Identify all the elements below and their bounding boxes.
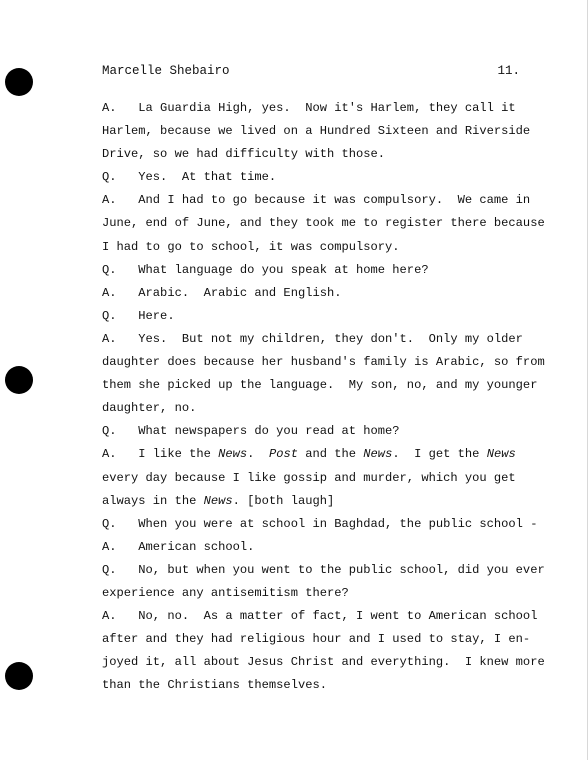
line-text: than the Christians themselves. bbox=[102, 678, 327, 693]
line-text: A. La Guardia High, yes. Now it's Harlem, they call it bbox=[102, 101, 516, 115]
binder-hole bbox=[5, 68, 33, 96]
interviewee-name: Marcelle Shebairo bbox=[102, 64, 230, 78]
transcript-line bbox=[102, 397, 526, 420]
transcript-line bbox=[102, 143, 526, 166]
line-text: . [both laugh] bbox=[232, 493, 335, 508]
binder-hole bbox=[5, 366, 33, 394]
transcript-line bbox=[102, 166, 526, 189]
page-header bbox=[102, 64, 520, 78]
transcript-line bbox=[102, 467, 526, 490]
line-text: daughter does because her husband's family is Arabic, so from bbox=[102, 355, 545, 370]
line-text: Harlem, because we lived on a Hundred Sixteen and Riverside bbox=[102, 124, 531, 139]
transcript-line bbox=[102, 559, 545, 582]
line-text: Drive, so we had difficulty with those. bbox=[102, 147, 386, 162]
line-text: after and they had religious hour and I used to stay, I en- bbox=[102, 632, 531, 647]
line-text: . I get the bbox=[392, 447, 487, 462]
transcript-line bbox=[102, 351, 545, 374]
transcript-line bbox=[102, 189, 531, 212]
line-text: A. American school. bbox=[102, 539, 255, 554]
italic-text: News bbox=[203, 493, 233, 508]
line-text: always in the bbox=[102, 493, 204, 508]
line-text: daughter, no. bbox=[102, 401, 197, 416]
line-text: Q. When you were at school in Baghdad, the public school - bbox=[102, 516, 538, 531]
transcript-line bbox=[102, 536, 526, 559]
binder-hole bbox=[5, 662, 33, 690]
transcript-line bbox=[102, 374, 538, 397]
line-text: I had to go to school, it was compulsory. bbox=[102, 239, 400, 254]
line-text: A. Arabic. Arabic and English. bbox=[102, 285, 342, 300]
line-text: and the bbox=[297, 447, 364, 462]
italic-text: News bbox=[218, 447, 248, 462]
line-text: every day because I like gossip and murder, which you get bbox=[102, 470, 516, 485]
line-text: A. No, no. As a matter of fact, I went to American school bbox=[102, 609, 538, 624]
line-text: joyed it, all about Jesus Christ and everything. I knew more bbox=[102, 655, 545, 670]
transcript-line bbox=[102, 674, 526, 697]
transcript-line bbox=[102, 305, 526, 328]
transcript-line bbox=[102, 490, 526, 513]
transcript-line bbox=[102, 328, 526, 351]
line-text: Q. Yes. At that time. bbox=[102, 170, 277, 185]
line-text: them she picked up the language. My son, no, and my younger bbox=[102, 378, 538, 393]
line-text: Q. No, but when you went to the public school, did you ever bbox=[102, 562, 545, 577]
transcript-line bbox=[102, 236, 526, 259]
line-text: . bbox=[247, 447, 269, 462]
transcript-line bbox=[102, 605, 538, 628]
line-text: experience any antisemitism there? bbox=[102, 585, 349, 600]
transcript-body bbox=[102, 97, 545, 697]
line-text: A. Yes. But not my children, they don't. Only my older bbox=[102, 331, 523, 346]
italic-text: News bbox=[363, 447, 393, 462]
transcript-line bbox=[102, 443, 526, 466]
page-number: 11. bbox=[497, 64, 520, 78]
italic-text: News bbox=[486, 447, 516, 462]
transcript-line bbox=[102, 420, 526, 443]
transcript-line bbox=[102, 259, 526, 282]
line-text: A. I like the bbox=[102, 447, 219, 462]
line-text: A. And I had to go because it was compulsory. We came in bbox=[102, 193, 531, 208]
transcript-line bbox=[102, 97, 526, 120]
transcript-line bbox=[102, 651, 545, 674]
transcript-line bbox=[102, 582, 526, 605]
transcript-line bbox=[102, 628, 531, 651]
transcript-line bbox=[102, 120, 531, 143]
line-text: June, end of June, and they took me to register there because bbox=[102, 216, 545, 231]
italic-text: Post bbox=[268, 447, 298, 462]
line-text: Q. What language do you speak at home here? bbox=[102, 262, 429, 277]
line-text: Q. What newspapers do you read at home? bbox=[102, 424, 400, 439]
transcript-line bbox=[102, 212, 545, 235]
line-text: Q. Here. bbox=[102, 308, 175, 323]
transcript-line bbox=[102, 513, 538, 536]
transcript-line bbox=[102, 282, 526, 305]
